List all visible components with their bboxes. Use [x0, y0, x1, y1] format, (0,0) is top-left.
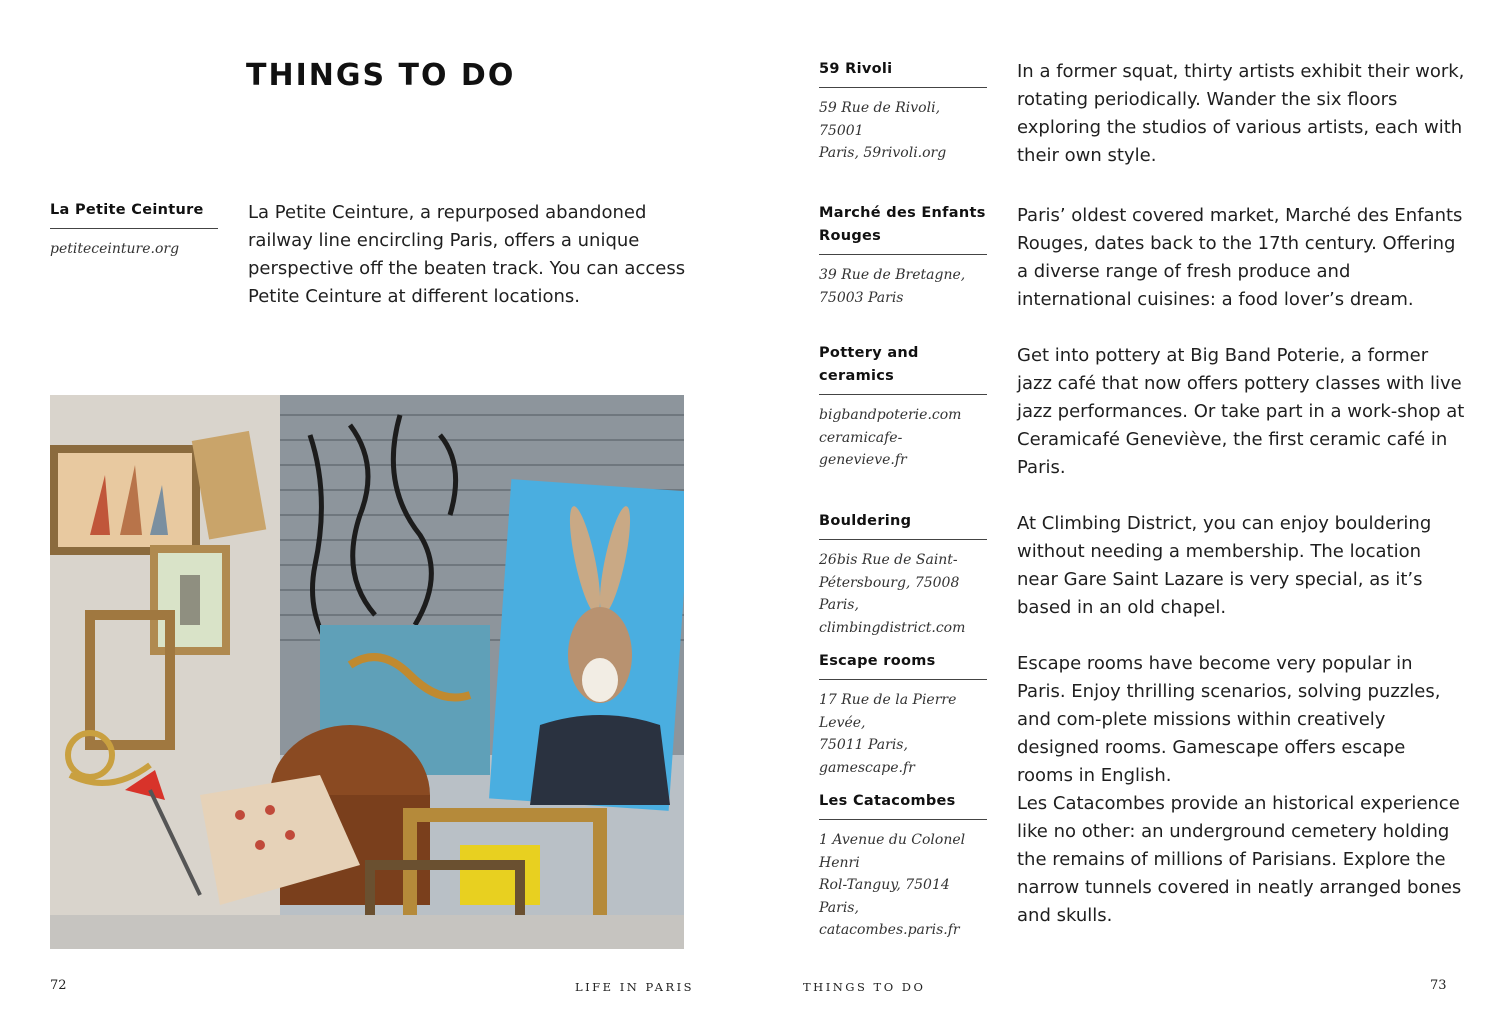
- entry-name: Bouldering: [819, 510, 987, 540]
- entry-sidebar: [819, 510, 987, 639]
- entry-info: bigbandpoterie.com ceramicafe-genevieve.fr: [819, 407, 962, 468]
- entry-name: Pottery and ceramics: [819, 342, 987, 395]
- entry-info: petiteceinture.org: [50, 241, 180, 257]
- running-head-left: LIFE IN PARIS: [575, 980, 695, 994]
- page-number-right: 73: [1430, 978, 1447, 993]
- entry-name: Escape rooms: [819, 650, 987, 680]
- entry-name: Marché des Enfants Rouges: [819, 202, 987, 255]
- entry-description: La Petite Ceinture, a repurposed abandoned railway line encircling Paris, offers a unique perspective off the beaten track. You can access Petite Ceinture at different locations.: [248, 202, 686, 307]
- section-title: THINGS TO DO: [246, 58, 516, 93]
- entry-name: Les Catacombes: [819, 790, 987, 820]
- entry-info: 59 Rue de Rivoli, 75001 Paris, 59rivoli.org: [819, 100, 947, 161]
- running-head-right: THINGS TO DO: [803, 980, 926, 994]
- entry-sidebar: [819, 650, 987, 779]
- entry-description: Paris’ oldest covered market, Marché des Enfants Rouges, dates back to the 17th century. Offering a diverse range of fresh produce and international cuisines: a food lover’s dream.: [1017, 205, 1463, 310]
- entry-sidebar: [819, 202, 987, 309]
- entry-description: At Climbing District, you can enjoy bouldering without needing a membership. The location near Gare Saint Lazare is very special, as it’s based in an old chapel.: [1017, 513, 1432, 618]
- entry-sidebar: [819, 58, 987, 165]
- photo-illustration: [50, 395, 684, 949]
- entry-sidebar: [819, 790, 987, 942]
- entry-description: Les Catacombes provide an historical experience like no other: an underground cemetery holding the remains of millions of Parisians. Explore the narrow tunnels covered in neatly arranged bones and skulls.: [1017, 793, 1462, 926]
- entry-sidebar: [50, 199, 218, 261]
- entry-la-petite-ceinture: [50, 199, 690, 329]
- right-page: [750, 0, 1500, 1036]
- entry-info: 39 Rue de Bretagne, 75003 Paris: [819, 267, 966, 306]
- entry-description: Escape rooms have become very popular in Paris. Enjoy thrilling scenarios, solving puzzles, and com-plete missions within creatively designed rooms. Gamescape offers escape rooms in English.: [1017, 653, 1441, 786]
- entry-description: In a former squat, thirty artists exhibit their work, rotating periodically. Wander the six floors exploring the studios of various artists, each with their own style.: [1017, 61, 1465, 166]
- entry-info: 1 Avenue du Colonel Henri Rol-Tanguy, 75014 Paris, catacombes.paris.fr: [819, 832, 966, 938]
- entry-name: La Petite Ceinture: [50, 199, 218, 229]
- entry-sidebar: [819, 342, 987, 472]
- entry-info: 26bis Rue de Saint- Pétersbourg, 75008 Paris, climbingdistrict.com: [819, 552, 966, 636]
- entry-info: 17 Rue de la Pierre Levée, 75011 Paris, gamescape.fr: [819, 692, 957, 776]
- page-number-left: 72: [50, 978, 67, 993]
- flea-market-photo: [50, 395, 684, 949]
- entry-description: Get into pottery at Big Band Poterie, a former jazz café that now offers pottery classes with live jazz performances. Or take part in a work-shop at Ceramicafé Geneviève, the first ceramic café in Paris.: [1017, 345, 1465, 478]
- entry-name: 59 Rivoli: [819, 58, 987, 88]
